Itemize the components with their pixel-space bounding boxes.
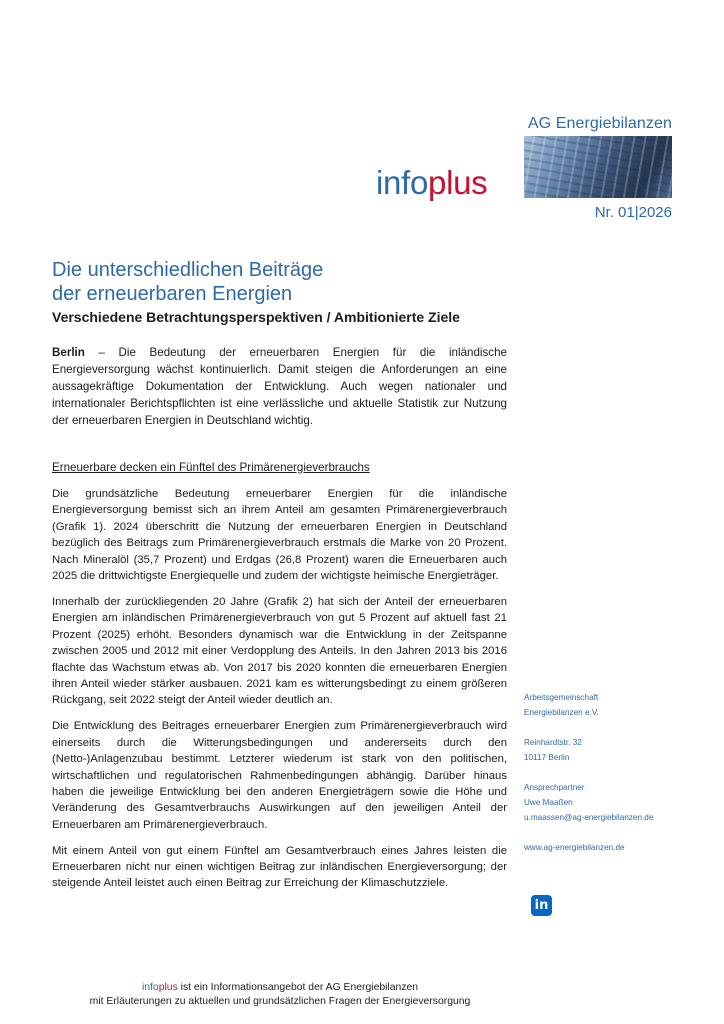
lead-location: Berlin [52, 346, 85, 359]
linkedin-glyph: in [534, 898, 549, 913]
org-name: AG Energiebilanzen [527, 115, 672, 132]
title-line-2: der erneuerbaren Energien [52, 283, 293, 305]
body-paragraph: Die Entwicklung des Beitrages erneuerbarer Energien zum Primärenergieverbrauch wird einerseits durch die Witterungsbedingungen und andererseits durch den (Netto-)Anlagenzubau bestimmt. Letzterer wiederum ist stark von den politischen, wirtschaftlichen und regulatorischen Rahmenbedingungen abhängig. Darüber hinaus haben die jeweilige Entwicklung bei den anderen Energieträgern sowie die Höhe und Veränderung des Gesamtverbrauchs Auswirkungen auf den jeweiligen Anteil der Erneuerbaren am Primärenergieverbrauch. [52, 720, 507, 831]
sidebar-website-link[interactable]: www.ag-energiebilanzen.de [524, 843, 625, 852]
section-heading: Erneuerbare decken ein Fünftel des Primärenergieverbrauchs [52, 461, 370, 474]
sidebar-contact-email[interactable]: u.maassen@ag-energiebilanzen.de [524, 813, 654, 822]
title-line-1: Die unterschiedlichen Beiträge [52, 259, 324, 281]
brand-plus: plus [428, 164, 488, 201]
page-title [52, 258, 472, 306]
issue-number: Nr. 01|2026 [594, 204, 672, 221]
sidebar-org-line-1: Arbeitsgemeinschaft [524, 693, 599, 702]
linkedin-icon[interactable] [531, 895, 552, 916]
body-paragraph: Innerhalb der zurückliegenden 20 Jahre (Grafik 2) hat sich der Anteil der erneuerbaren Energien am inländischen Primärenergieverbrauch von gut 5 Prozent auf aktuell fast 21 Prozent (2025) erhöht. Besonders dynamisch war die Entwicklung in der Zeitspanne zwischen 2005 und 2012 mit einer Verdopplung des Anteils. In den Jahren 2013 bis 2016 flachte das Wachstum etwas ab. Von 2017 bis 2020 konnten die erneuerbaren Energien ihren Anteil wieder stärker ausbauen. 2021 kam es witterungsbedingt zu einem größeren Rückgang, seit 2022 steigt der Anteil wieder deutlich an. [52, 595, 507, 707]
article-body [52, 486, 507, 901]
sidebar-contact-name: Uwe Maaßen [524, 798, 573, 807]
sidebar-street: Reinhardtstr. 32 [524, 738, 582, 747]
page-subtitle: Verschiedene Betrachtungsperspektiven / Ambitionierte Ziele [52, 309, 460, 325]
header-image [524, 136, 672, 198]
brand-logo [376, 166, 487, 199]
sidebar-contact-label: Ansprechpartner [524, 783, 585, 792]
footer-line-2: mit Erläuterungen zu aktuellen und grundsätzlichen Fragen der Energieversorgung [89, 996, 471, 1007]
lead-text: – Die Bedeutung der erneuerbaren Energien für die inländische Energieversorgung wächst kontinuierlich. Damit steigen die Anforderungen an eine aussagekräftige Dokumentation der Entwicklung. Auch wegen nationaler und internationaler Berichtspflichten ist eine verlässliche und aktuelle Statistik zur Nutzung der erneuerbaren Energien in Deutschland wichtig. [52, 346, 507, 427]
footer-line-1 [0, 981, 560, 995]
body-paragraph: Mit einem Anteil von gut einem Fünftel am Gesamtverbrauch eines Jahres leisten die Erneuerbaren nicht nur einen wichtigen Beitrag zur inländischen Energieversorgung; der steigende Anteil leistet auch einen Beitrag zur Erreichung der Klimaschutzziele. [52, 844, 507, 890]
footer-line-1-text: ist ein Informationsangebot der AG Energiebilanzen [177, 982, 419, 993]
contact-sidebar [524, 690, 684, 855]
sidebar-city: 10117 Berlin [524, 753, 570, 762]
brand-info: info [376, 164, 429, 201]
sidebar-org-line-2: Energiebilanzen e.V. [524, 708, 599, 717]
body-paragraph: Die grundsätzliche Bedeutung erneuerbarer Energien für die inländische Energieversorgung bemisst sich an ihrem Anteil am gesamten Primärenergieverbrauch (Grafik 1). 2024 überschritt die Nutzung der erneuerbaren Energien in Deutschland bezüglich des Beitrags zum Primärenergieverbrauch erstmals die Marke von 20 Prozent. Nach Mineralöl (35,7 Prozent) und Erdgas (26,8 Prozent) waren die Erneuerbaren auch 2025 die drittwichtigste Energiequelle und zudem der wichtigste heimische Energieträger. [52, 488, 507, 583]
lead-paragraph [52, 344, 507, 429]
footer-brand-info: info [141, 982, 159, 993]
footer-brand-plus: plus [158, 982, 178, 993]
footer [0, 981, 560, 1009]
